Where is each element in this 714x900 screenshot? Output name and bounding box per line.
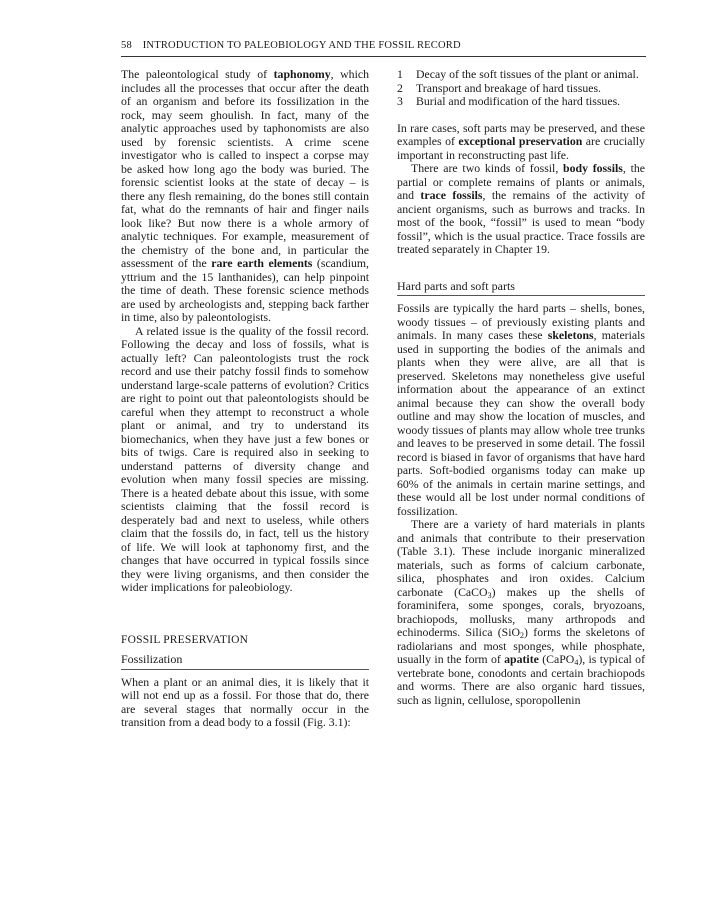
list-item — [397, 68, 645, 82]
text-run: Fossils are typically the hard parts – shells, bones, woody tissues – of previously existing plants and animals. In many cases these — [397, 301, 645, 342]
term-taphonomy: taphonomy — [273, 67, 331, 81]
section-heading: FOSSIL PRESERVATION — [121, 633, 249, 646]
text-run: , the remains of the activity of ancient organisms, such as burrows and tracks. In most of the book, “fossil” is used to mean “body fossil”, which is the usual practice. Trace fossils are treated separately in Chapter 19. — [397, 188, 645, 256]
text-run: The paleontological study of — [121, 67, 274, 81]
term-body-fossils: body fossils — [563, 161, 623, 175]
text-run: In rare cases, soft parts may be preserved, and these examples of — [397, 120, 645, 148]
term-apatite: apatite — [504, 652, 539, 666]
text-run: , the partial or complete remains of plants or animals, and — [397, 161, 646, 202]
page-number: 58 — [121, 40, 132, 51]
text-run: , which includes all the processes that occur after the death of an organism and before its fossilization in the rock, may seem ghoulish. In fact, many of the analytic approaches used by taphonomists are also used by forensic scientists. A crime scene investigator who is called to inspect a corpse may be asked how long ago the body was buried. The forensic scientist looks at the state of decay – is there any flesh remaining, do the bones still contain fat, what do the remnants of hair and finger nails look like? But now there is a whole armory of analytic techniques. For example, measurement of the chemistry of the bone and, in particular the assessment of the — [121, 67, 369, 270]
text-run: , materials used in supporting the bodies of the animals and plants when they were alive, are all that is preserved. Skeletons may nonetheless give useful information about the appearance of an extinct animal because they can show the overall body outline and may show the location of muscles, and woody tissues of plants may allow whole tree trunks and leaves to be preserved in some detail. The fossil record is biased in favor of organisms that have hard parts. Soft-bodied organisms today can make up 60% of the animals in certain marine settings, and these would all be lost under normal conditions of fossilization. — [397, 328, 645, 518]
paragraph-fossilization-stages: When a plant or an animal dies, it is likely that it will not end up as a fossil. For those that do, there are several stages that normally occur in the transition from a dead body to a fossil (Fig. 3.1): — [121, 674, 369, 729]
subscript: 3 — [487, 590, 492, 600]
term-trace-fossils: trace fossils — [420, 188, 483, 202]
list-number: 1 — [397, 67, 403, 81]
list-number: 2 — [397, 80, 403, 95]
subheading-fossilization: Fossilization — [121, 653, 369, 670]
subheading-hard-soft-parts: Hard parts and soft parts — [397, 280, 645, 297]
fossilization-steps-list — [397, 68, 645, 109]
term-exceptional-preservation: exceptional preservation — [458, 134, 583, 148]
list-item — [397, 82, 645, 96]
list-text: Decay of the soft tissues of the plant or animal. — [416, 67, 639, 81]
list-text: Burial and modification of the hard tissues. — [416, 94, 621, 108]
paragraph-taphonomy-intro — [121, 68, 369, 325]
list-item — [397, 95, 645, 109]
term-rare-earth-elements: rare earth elements — [211, 256, 313, 270]
text-run: (CaPO — [538, 652, 575, 666]
left-column — [121, 68, 369, 730]
text-run: ), is typical of vertebrate bone, conodonts and certain brachiopods and worms. There are also organic hard tissues, such as lignin, cellulose, sporopollenin — [397, 652, 646, 707]
text-run: (scandium, yttrium and the 15 lanthanides), can help pinpoint the time of death. These forensic science methods are used by archeologists and, stepping back farther in time, also by paleontologists. — [121, 256, 370, 324]
right-column — [397, 68, 645, 707]
text-run: are crucially important in reconstructing past life. — [397, 134, 645, 162]
paragraph-hard-materials — [397, 518, 645, 707]
paragraph-kinds-of-fossil — [397, 162, 645, 257]
text-run: There are a variety of hard materials in plants and animals that contribute to their preservation (Table 3.1). These include inorganic mineralized materials, such as forms of calcium carbonate, silica, phosphates and iron oxides. Calcium carbonate (CaCO — [397, 517, 645, 599]
running-header — [121, 40, 646, 57]
paragraph-fossil-record-quality: A related issue is the quality of the fossil record. Following the decay and loss of fossils, what is actually left? Can paleontologists trust the rock record and use their patchy fossil finds to somehow understand large-scale patterns of evolution? Critics are right to point out that paleontologists should be careful when they attempt to reconstruct a whole plant or animal, and try to understand its biomechanics, when they have just a few bones or bits of twigs. Care is required also in seeking to understand patterns of diversity change and evolution when many fossil species are missing. There is a heated debate about this issue, with some scientists claiming that the fossil record is desperately bad and next to useless, while others claim that the fossils do, in fact, tell us the history of life. We will look at taphonomy first, and the changes that have occurred in typical fossils since they were living organisms, and then consider the wider implications for paleobiology. — [121, 323, 369, 594]
running-title: INTRODUCTION TO PALEOBIOLOGY AND THE FOSSIL RECORD — [142, 40, 461, 51]
subscript: 4 — [574, 658, 579, 667]
list-number: 3 — [397, 94, 403, 108]
text-run: ) forms the skeletons of radiolarians and most sponges, while phosphate, usually in the form of — [397, 625, 645, 666]
paragraph-exceptional-preservation — [397, 122, 645, 163]
list-text: Transport and breakage of hard tissues. — [416, 80, 601, 95]
subscript: 2 — [520, 631, 525, 640]
paragraph-hard-parts — [397, 302, 645, 518]
text-run: ) makes up the shells of foraminifera, some sponges, corals, bryozoans, brachiopods, mollusks, many arthropods and echinoderms. Silica (SiO — [397, 584, 645, 639]
text-run: There are two kinds of fossil, — [411, 161, 564, 175]
term-skeletons: skeletons — [547, 328, 594, 342]
